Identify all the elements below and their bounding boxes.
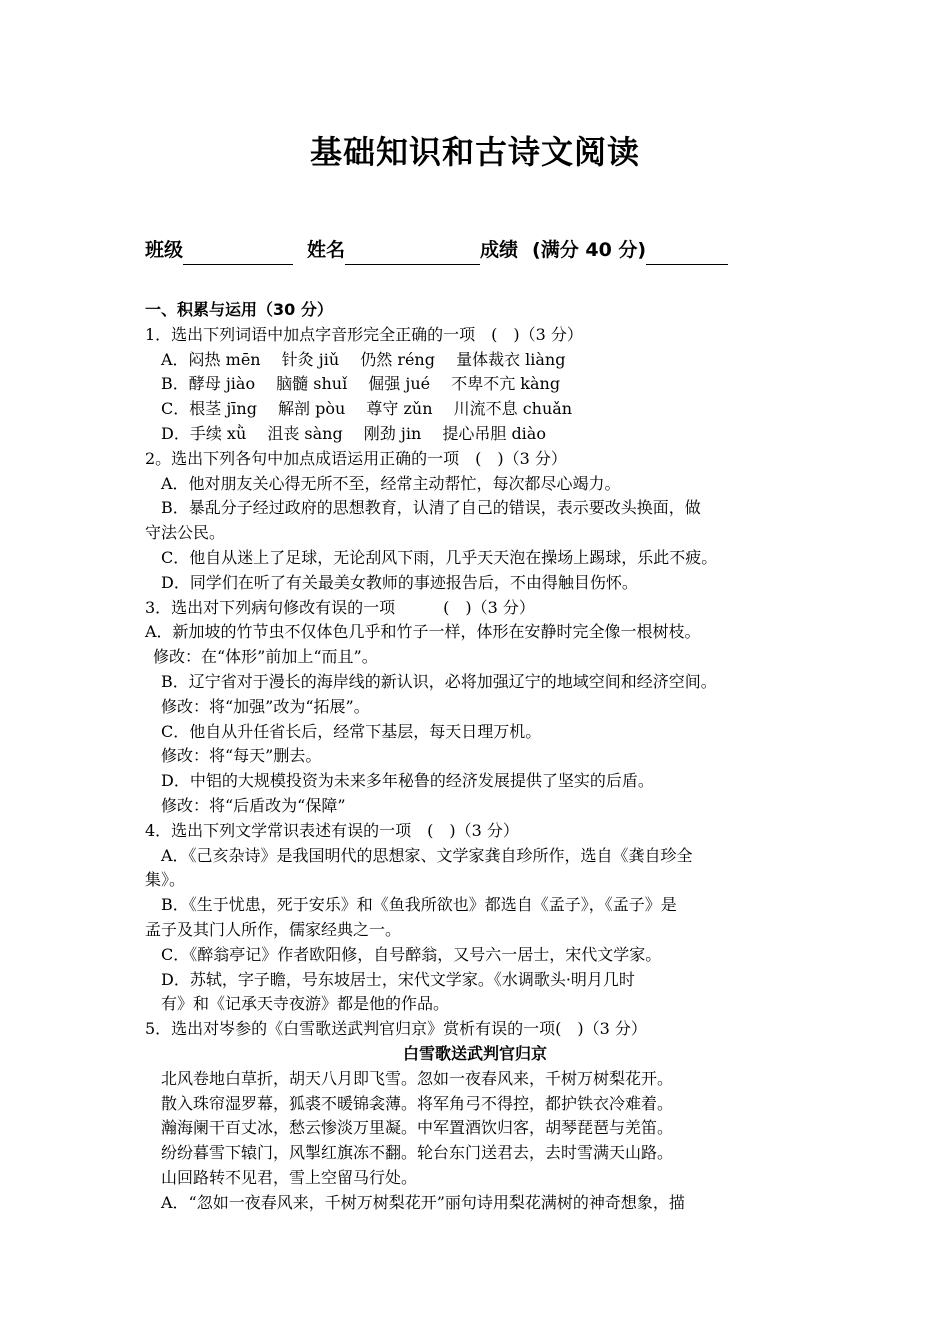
q1-option-c: C．根茎 jīng 解剖 pòu 尊守 zǔn 川流不息 chuǎn — [161, 399, 573, 419]
q3-option-c-fix: 修改：将“每天”删去。 — [161, 746, 322, 766]
score-blank[interactable] — [646, 240, 728, 265]
poem-line: 山回路转不见君，雪上空留马行处。 — [161, 1167, 418, 1187]
q1-option-b: B．酵母 jiào 脑髓 shuǐ 倔强 jué 不卑不亢 kàng — [161, 374, 561, 394]
poem-line: 瀚海阑干百丈冰，愁云惨淡万里凝。中军置酒饮归客，胡琴琵琶与羌笛。 — [161, 1118, 674, 1138]
exam-body — [145, 298, 825, 1215]
q4-option-c: C．《醉翁亭记》作者欧阳修，自号醉翁，又号六一居士，宋代文学家。 — [161, 944, 662, 964]
q1-option-d: D．手续 xǜ 沮丧 sàng 刚劲 jin 提心吊胆 diào — [161, 423, 546, 443]
q5-stem: 5．选出对岑参的《白雪歌送武判官归京》赏析有误的一项( )（3 分） — [145, 1019, 647, 1039]
q2-option-b: B．暴乱分子经过政府的思想教育，认清了自己的错误，表示要改头换面，做 — [161, 498, 701, 518]
poem-line: 北风卷地白草折，胡天八月即飞雪。忽如一夜春风来，千树万树梨花开。 — [161, 1068, 674, 1088]
q3-option-a: A．新加坡的竹节虫不仅体色几乎和竹子一样，体形在安静时完全像一根树枝。 — [145, 622, 701, 642]
q3-option-d-fix: 修改：将“后盾改为“保障” — [161, 795, 346, 815]
student-info-line — [145, 235, 845, 269]
q3-option-a-fix: 修改：在“体形”前加上“而且”。 — [153, 647, 378, 667]
q4-option-b-cont: 孟子及其门人所作，儒家经典之一。 — [145, 919, 402, 939]
q2-option-b-cont: 守法公民。 — [145, 523, 226, 543]
name-label: 姓名 — [307, 239, 346, 261]
q4-option-b: B．《生于忧患，死于安乐》和《鱼我所欲也》都选自《孟子》，《孟子》是 — [161, 895, 677, 915]
q2-option-c: C．他自从迷上了足球，无论刮风下雨，几乎天天泡在操场上踢球，乐此不疲。 — [161, 547, 718, 567]
q1-option-a: A．闷热 mēn 针灸 jiǔ 仍然 réng 量体裁衣 liàng — [161, 349, 566, 369]
q2-option-d: D．同学们在听了有关最美女教师的事迹报告后，不由得触目伤怀。 — [161, 572, 638, 592]
page-title: 基础知识和古诗文阅读 — [309, 133, 640, 171]
q4-stem: 4．选出下列文学常识表述有误的一项 ( )（3 分） — [145, 820, 519, 840]
q1-stem: 1．选出下列词语中加点字音形完全正确的一项 ( )（3 分） — [145, 324, 583, 344]
class-blank[interactable] — [183, 240, 293, 265]
q5-option-a: A．“忽如一夜春风来，千树万树梨花开”丽句诗用梨花满树的神奇想象，描 — [161, 1192, 685, 1212]
q3-option-b: B．辽宁省对于漫长的海岸线的新认识，必将加强辽宁的地域空间和经济空间。 — [161, 671, 717, 691]
poem-line: 散入珠帘湿罗幕，狐裘不暖锦衾薄。将军角弓不得控，都护铁衣冷难着。 — [161, 1093, 674, 1113]
q3-option-b-fix: 修改：将“加强”改为“拓展”。 — [161, 696, 370, 716]
q4-option-a-cont: 集》。 — [145, 870, 186, 890]
name-blank[interactable] — [345, 240, 480, 265]
q2-stem: 2。选出下列各句中加点成语运用正确的一项 ( )（3 分） — [145, 448, 567, 468]
section-heading: 一、积累与运用（30 分） — [145, 300, 333, 319]
q3-option-d: D．中铝的大规模投资为未来多年秘鲁的经济发展提供了坚实的后盾。 — [161, 771, 654, 791]
q4-option-d-cont: 有》和《记承天寺夜游》都是他的作品。 — [161, 994, 450, 1014]
q4-option-a: A．《己亥杂诗》是我国明代的思想家、文学家龚自珍所作，选自《龚自珍全 — [161, 845, 693, 865]
q3-stem: 3．选出对下列病句修改有误的一项 ( )（3 分） — [145, 597, 535, 617]
full-score-label: (满分 40 分) — [532, 239, 647, 261]
q3-option-c: C．他自从升任省长后，经常下基层，每天日理万机。 — [161, 721, 542, 741]
q2-option-a: A．他对朋友关心得无所不至，经常主动帮忙，每次都尽心竭力。 — [161, 473, 621, 493]
poem-line: 纷纷暮雪下辕门，风掣红旗冻不翻。轮台东门送君去，去时雪满天山路。 — [161, 1143, 674, 1163]
score-label: 成绩 — [480, 239, 519, 261]
poem-title: 白雪歌送武判官归京 — [402, 1043, 547, 1063]
class-label: 班级 — [145, 239, 184, 261]
q4-option-d: D．苏轼，字子瞻，号东坡居士，宋代文学家。《水调歌头·明月几时 — [161, 969, 635, 989]
